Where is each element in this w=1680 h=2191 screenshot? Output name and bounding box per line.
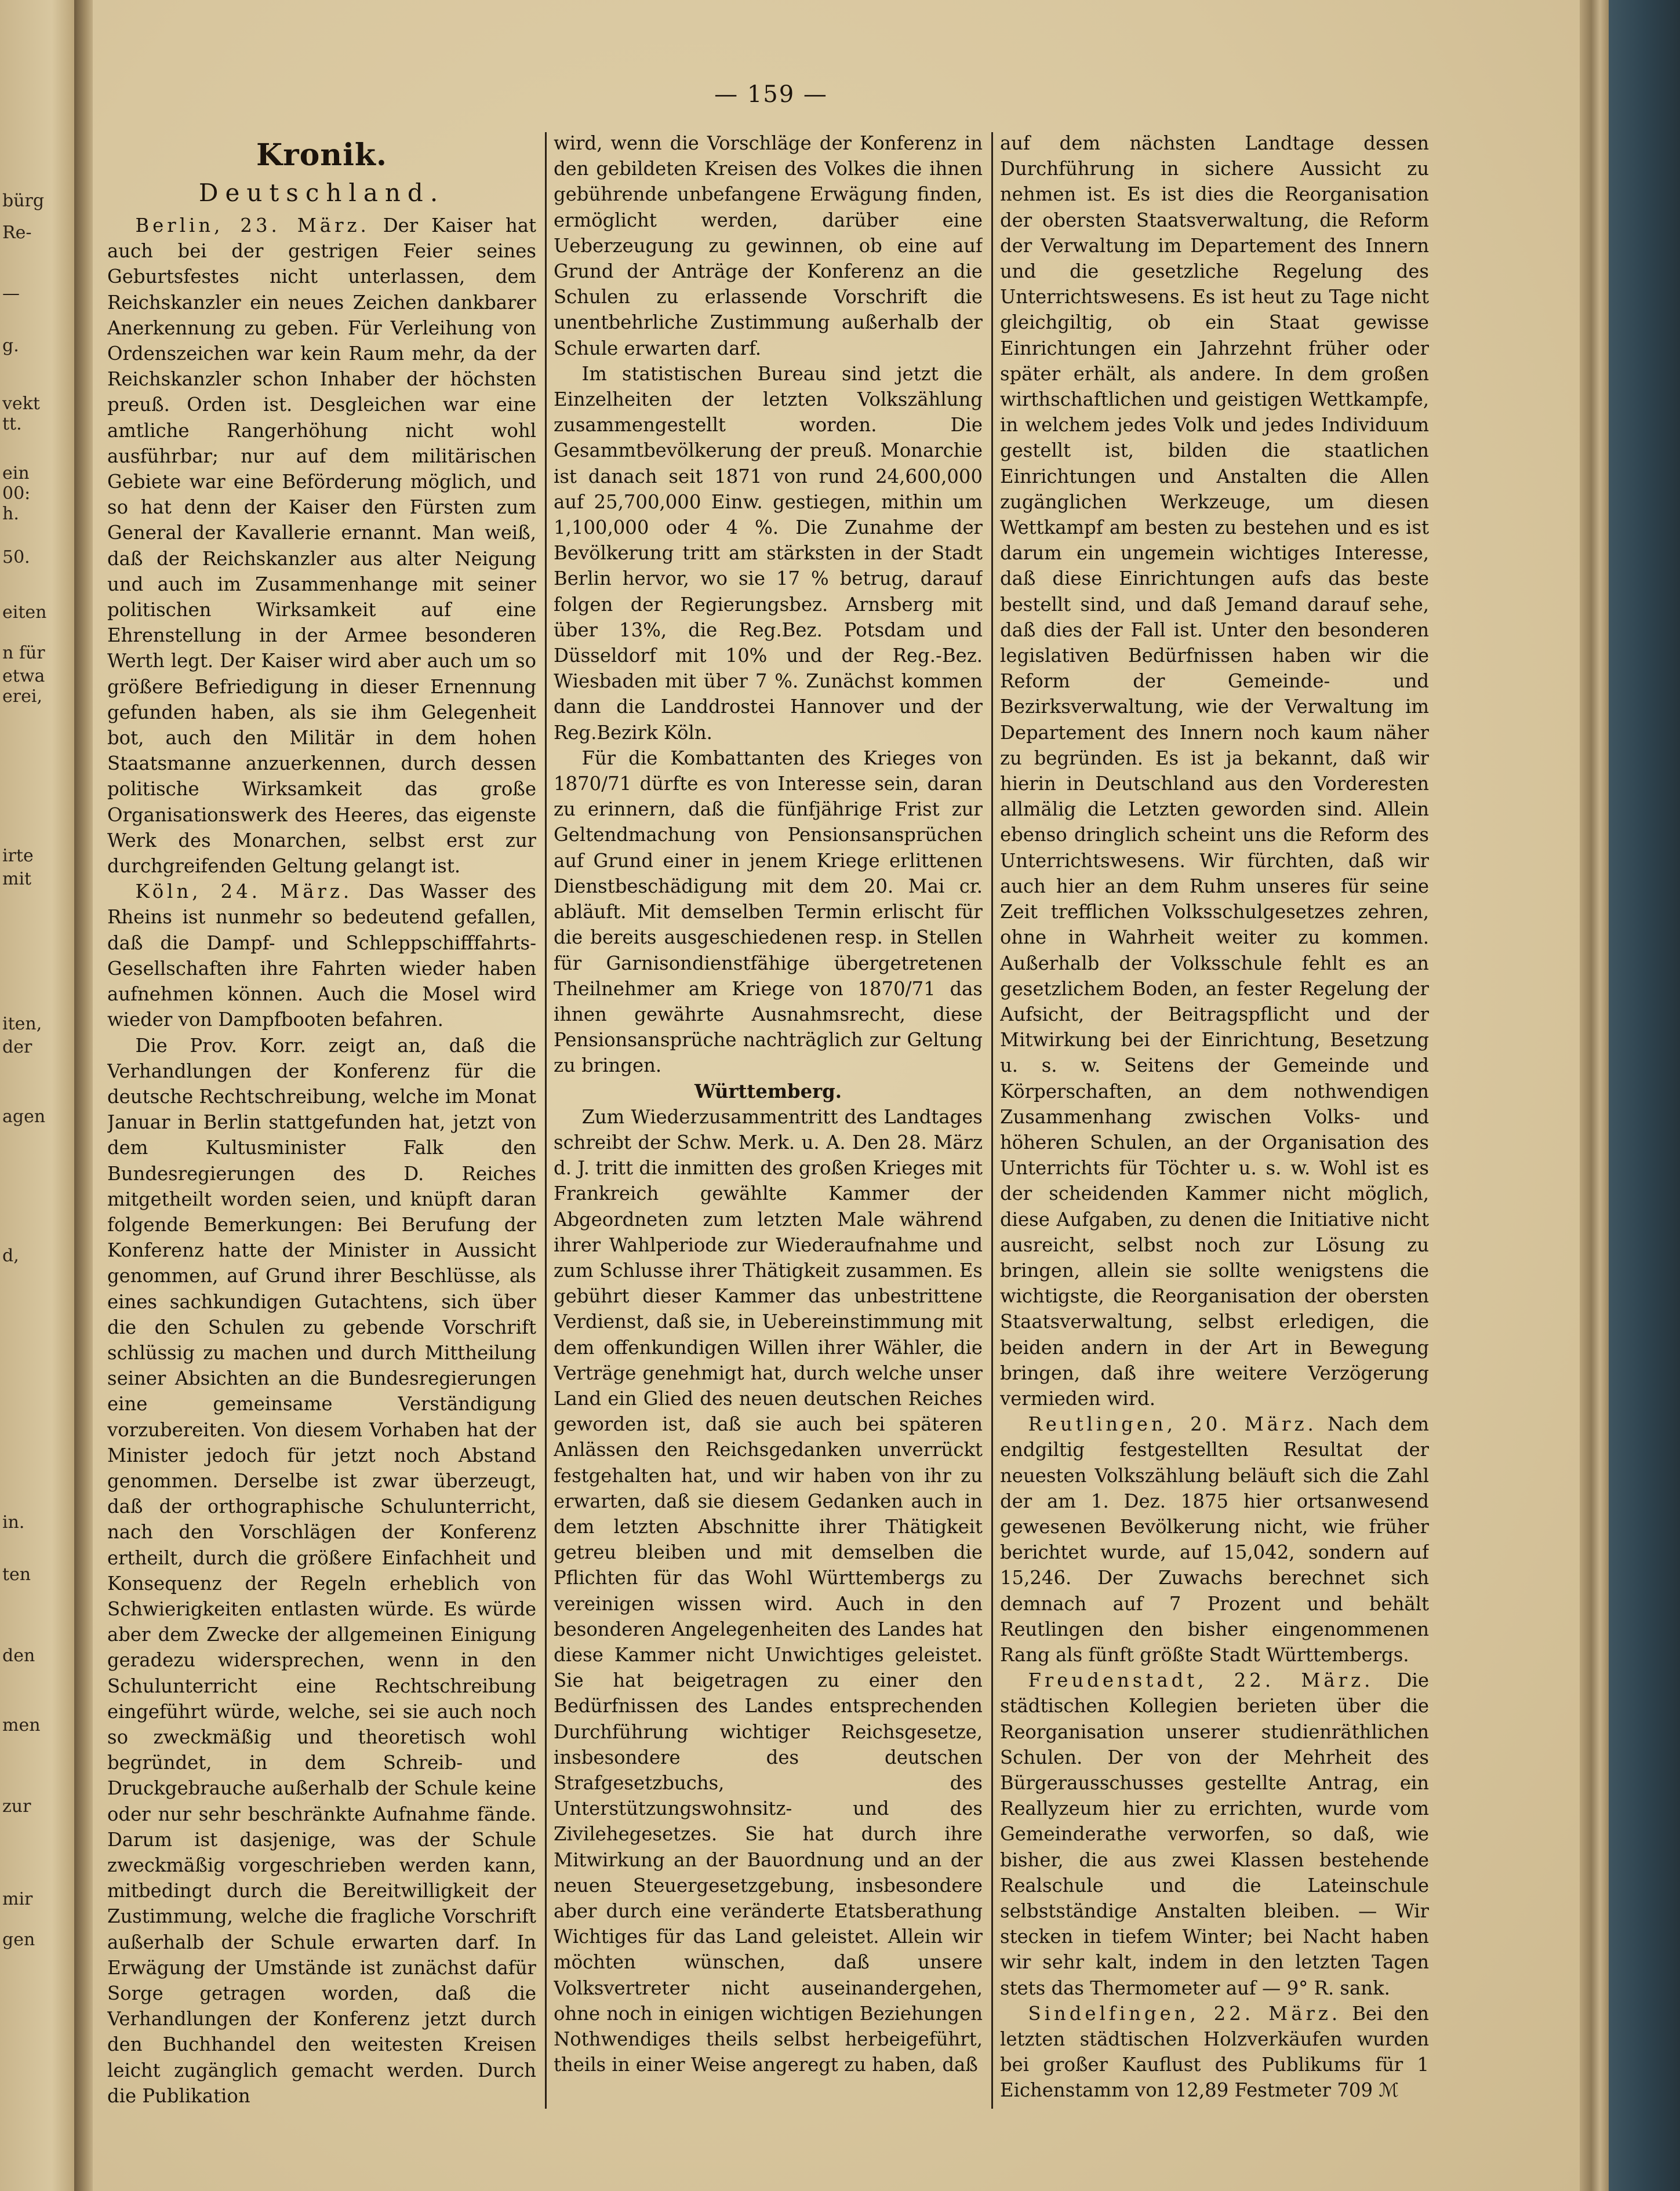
column-3-articles <box>1000 130 1429 2103</box>
article-paragraph <box>554 130 983 361</box>
section-heading-kronik: Kronik. <box>256 137 387 173</box>
previous-page-fragment: 00: <box>2 483 31 504</box>
dateline: Sindelfingen, 22. März. <box>1028 2002 1341 2025</box>
page-edge <box>1580 0 1609 2191</box>
paragraph-text: Der Kaiser hat auch bei der gestrigen Feier seines Geburtsfestes nicht unterlassen, dem Reichskanzler ein neues Zeichen dankbarer Anerkennung zu geben. Für Verleihung von Ordenszeichen war kein Raum mehr, da der Reichskanzler schon Inhaber der höchsten preuß. Orden ist. Desgleichen war eine amtliche Rangerhöhung nicht wohl ausführbar; nur auf dem militärischen Gebiete war eine Beförderung möglich, und so hat denn der Kaiser den Fürsten zum General der Kavallerie ernannt. Man weiß, daß der Reichskanzler aus alter Neigung und auch im Zusammenhange mit seiner politischen Wirksamkeit auf eine Ehrenstellung in der Armee besonderen Werth legt. Der Kaiser wird aber auch um so größere Befriedigung in dieser Ernennung gefunden haben, als sie ihm Gelegenheit bot, auch den Militär in dem hohen Staatsmanne anzuerkennen, durch dessen politische Wirksamkeit das große Organisationswerk des Heeres, das eigenste Werk des Monarchen, selbst erst zur durchgreifenden Geltung gelangt ist. <box>107 214 536 878</box>
dateline: Köln, 24. März. <box>135 880 353 903</box>
article-paragraph <box>554 745 983 1079</box>
paragraph-text: wird, wenn die Vorschläge der Konferenz in den gebildeten Kreisen des Volkes die ihnen gebührende unbefangene Erwägung finden, ermöglicht werden, darüber eine Ueberzeugung zu gewinnen, ob eine auf Grund der Anträge der Konferenz an die Schulen zu erlassende Vorschrift die unentbehrliche Zustimmung außerhalb der Schule erwarten darf. <box>554 132 983 359</box>
paragraph-text: Für die Kombattanten des Krieges von 1870/71 dürfte es von Interesse sein, daran zu erinnern, daß die fünfjährige Frist zur Geltendmachung von Pensionsansprüchen auf Grund einer in jenem Kriege erlittenen Dienstbeschädigung mit dem 20. Mai cr. abläuft. Mit demselben Termin erlischt für die bereits ausgeschiedenen resp. in Stellen für Garnisondienstfähige übergetretenen Theilnehmer am Kriege von 1870/71 das ihnen gewährte Ausnahmsrecht, diese Pensionsansprüche nachträglich zur Geltung zu bringen. <box>554 747 983 1077</box>
dateline: Reutlingen, 20. März. <box>1028 1413 1317 1436</box>
previous-page-fragment: h. <box>2 504 19 524</box>
book-cover <box>1609 0 1680 2191</box>
paragraph-text: Nach dem endgiltig festgestellten Resultat der neuesten Volkszählung beläuft sich die Zahl der am 1. Dez. 1875 hier ortsanwesend gewesenen Bevölkerung nicht, wie früher berichtet wurde, auf 15,042, sondern auf 15,246. Der Zuwachs berechnet sich demnach auf 7 Prozent und behält Reutlingen den bisher eingenommenen Rang als fünft größte Stadt Württembergs. <box>1000 1413 1429 1666</box>
previous-page-fragment: zur <box>2 1796 31 1817</box>
previous-page-fragment: — <box>2 283 20 304</box>
previous-page-fragment: tt. <box>2 414 22 434</box>
previous-page-fragment: men <box>2 1715 41 1735</box>
section-heading-deutschland: Deutschland. <box>198 179 445 207</box>
article-paragraph <box>107 213 536 879</box>
previous-page-fragment: Re- <box>2 223 32 243</box>
previous-page-fragment: den <box>2 1646 35 1666</box>
paragraph-text: Zum Wiederzusammentritt des Landtages schreibt der Schw. Merk. u. A. Den 28. März d. J. tritt die inmitten des großen Krieges mit Frankreich gewählte Kammer der Abgeordneten zum letzten Male während ihrer Wahlperiode zur Wiederaufnahme und zum Schlusse ihrer Thätigkeit zusammen. Es gebührt dieser Kammer das unbestrittene Verdienst, daß sie, in Uebereinstimmung mit dem offenkundigen Willen ihrer Wähler, die Verträge genehmigt hat, durch welche unser Land ein Glied des neuen deutschen Reiches geworden ist, daß sie auch bei späteren Anlässen den Reichsgedanken unverrückt festgehalten hat, und wir haben von ihr zu erwarten, daß sie diesem Gedanken auch in dem letzten Abschnitte ihrer Thätigkeit getreu bleiben und mit demselben die Pflichten für das Wohl Württembergs zu vereinigen wissen wird. Auch in den besonderen Angelegenheiten des Landes hat diese Kammer nicht Unwichtiges geleistet. Sie hat beigetragen zu einer den Bedürfnissen des Landes entsprechenden Durchführung wichtiger Reichsgesetze, insbesondere des deutschen Strafgesetzbuchs, des Unterstützungswohnsitz- und des Zivilehegesetzes. Sie hat durch ihre Mitwirkung an der Bauordnung und an der neuen Steuergesetzgebung, insbesondere aber durch eine veränderte Etatsberathung Wichtiges für das Land geleistet. Allein wir möchten wünschen, daß unsere Volksvertreter nicht auseinandergehen, ohne noch in einigen wichtigen Beziehungen Nothwendiges theils selbst herbeigeführt, theils in einer Weise angeregt zu haben, daß <box>554 1105 983 2076</box>
previous-page-fragment: etwa <box>2 666 45 686</box>
paragraph-text: Das Wasser des Rheins ist nunmehr so bedeutend gefallen, daß die Dampf- und Schleppschifffahrts-Gesellschaften ihre Fahrten wieder haben aufnehmen können. Auch die Mosel wird wieder von Dampfbooten befahren. <box>107 880 536 1031</box>
article-paragraph <box>554 1104 983 2078</box>
previous-page-fragment: eiten <box>2 602 47 623</box>
book-gutter <box>74 0 94 2191</box>
paragraph-text: Die Prov. Korr. zeigt an, daß die Verhandlungen der Konferenz für die deutsche Rechtschreibung, welche im Monat Januar in Berlin stattgefunden hat, jetzt von dem Kultusminister Falk den Bundesregierungen des D. Reiches mitgetheilt worden seien, und knüpft daran folgende Bemerkungen: Bei Berufung der Konferenz hatte der Minister in Aussicht genommen, auf Grund ihrer Beschlüsse, als eines sachkundigen Gutachtens, sich über die den Schulen zu gebende Vorschrift schlüssig zu machen und durch Mittheilung seiner Absichten an die Bundesregierungen eine gemeinsame Verständigung vorzubereiten. Von diesem Vorhaben hat der Minister jedoch für jetzt noch Abstand genommen. Derselbe ist zwar überzeugt, daß der orthographische Schulunterricht, nach den Vorschlägen der Konferenz ertheilt, durch die größere Einfachheit und Konsequenz der Regeln erheblich von Schwierigkeiten entlasten würde. Es würde aber dem Zwecke der allgemeinen Einigung geradezu widersprechen, wenn in den Schulunterricht eine Rechtschreibung eingeführt würde, welche, sei sie auch noch so zweckmäßig und theoretisch wohl begründet, in dem Schreib- und Druckgebrauche außerhalb der Schule keine oder nur sehr beschränkte Aufnahme fände. Darum ist dasjenige, was der Schule zweckmäßig vorgeschrieben werden kann, mitbedingt durch die Bereitwilligkeit der Zustimmung, welche die fragliche Vorschrift außerhalb der Schule erwarten darf. In Erwägung der Umstände ist zunächst dafür Sorge getragen worden, daß die Verhandlungen der Konferenz jetzt durch den Buchhandel den weitesten Kreisen leicht zugänglich gemacht werden. Durch die Publikation <box>107 1034 536 2107</box>
article-paragraph <box>554 361 983 745</box>
previous-page-fragment: agen <box>2 1107 46 1127</box>
column-rule <box>545 132 547 2109</box>
page-number: — 159 — <box>714 81 828 108</box>
previous-page-fragment: der <box>2 1037 32 1057</box>
previous-page-fragment: n für <box>2 643 45 663</box>
column-3 <box>1000 130 1429 2171</box>
previous-page-fragment: mit <box>2 869 32 889</box>
dateline: Freudenstadt, 22. März. <box>1028 1669 1374 1692</box>
paragraph-text: auf dem nächsten Landtage dessen Durchführung in sichere Aussicht zu nehmen ist. Es ist dies die Reorganisation der obersten Staatsverwaltung, die Reform der Verwaltung im Departement des Innern und die gesetzliche Regelung des Unterrichtswesens. Es ist heut zu Tage nicht gleichgiltig, ob ein Staat gewisse Einrichtungen ein Jahrzehnt früher oder später erhält, als andere. In dem großen wirthschaftlichen und geistigen Wettkampfe, in welchem jedes Volk und jedes Individuum gestellt ist, bilden die staatlichen Einrichtungen und Anstalten die Allen zugänglichen Werkzeuge, um diesen Wettkampf am besten zu bestehen und es ist darum ein ungemein wichtiges Interesse, daß diese Einrichtungen aufs das beste bestellt sind, und daß Jemand darauf sehe, daß dies der Fall ist. Unter den besonderen legislativen Bedürfnissen haben wir die Reform der Gemeinde- und Bezirksverwaltung, wie der Verwaltung im Departement des Innern noch kaum näher zu begründen. Es ist ja bekannt, daß wir hierin in Deutschland aus den Vorderesten allmälig die Letzten geworden sind. Allein ebenso dringlich scheint uns die Reform des Unterrichtswesens. Wir fürchten, daß wir auch hier an dem Ruhm unseres für seine Zeit trefflichen Volksschulgesetzes zehren, ohne in Wahrheit weiter zu kommen. Außerhalb der Volksschule fehlt es an gesetzlichem Boden, an fester Regelung der Aufsicht, der Beitragspflicht und der Mitwirkung bei der Einrichtung, Besetzung u. s. w. Seitens der Gemeinde und Körperschaften, an dem nothwendigen Zusammenhang zwischen Volks- und höheren Schulen, an der Organisation des Unterrichts für Töchter u. s. w. Wohl ist es der scheidenden Kammer nicht möglich, diese Aufgaben, zu denen die Initiative nicht ausreicht, selbst noch zur Lösung zu bringen, allein sie sollte wenigstens die wichtigste, die Reorganisation der obersten Staatsverwaltung, selbst erledigen, die beiden andern in der Art in Bewegung bringen, daß ihre weitere Verzögerung vermieden wird. <box>1000 132 1429 1410</box>
article-paragraph <box>1000 1668 1429 2001</box>
previous-page-fragment: vekt <box>2 394 40 414</box>
previous-page-fragment: ten <box>2 1564 31 1585</box>
column-1 <box>107 130 536 2171</box>
previous-page-fragment: ein <box>2 463 30 483</box>
previous-page-margin <box>0 0 74 2191</box>
previous-page-fragment: g. <box>2 336 19 356</box>
previous-page-fragment: iten, <box>2 1014 42 1034</box>
column-2 <box>554 130 983 2171</box>
previous-page-fragment: erei, <box>2 686 42 707</box>
previous-page-fragment: mir <box>2 1889 33 1909</box>
previous-page-fragment: gen <box>2 1930 35 1950</box>
column-2-articles <box>554 130 983 1079</box>
article-paragraph <box>107 1033 536 2109</box>
article-paragraph <box>107 879 536 1032</box>
previous-page-fragment: bürg <box>2 191 45 211</box>
previous-page-fragment: 50. <box>2 547 30 567</box>
section-heading-wuerttemberg: Württemberg. <box>694 1080 842 1102</box>
column-2-articles-cont <box>554 1104 983 2078</box>
previous-page-fragment: in. <box>2 1512 25 1533</box>
article-paragraph <box>1000 2001 1429 2103</box>
article-paragraph <box>1000 130 1429 1411</box>
previous-page-fragment: irte <box>2 846 34 866</box>
article-paragraph <box>1000 1411 1429 1668</box>
column-1-articles <box>107 213 536 2109</box>
paragraph-text: Bei den letzten städtischen Holzverkäufen wurden bei großer Kauflust des Publikums für 1 Eichenstamm von 12,89 Festmeter 709 ℳ <box>1000 2002 1429 2102</box>
column-rule <box>991 132 993 2109</box>
paragraph-text: Im statistischen Bureau sind jetzt die Einzelheiten der letzten Volkszählung zusammengestellt worden. Die Gesammtbevölkerung der preuß. Monarchie ist danach seit 1871 von rund 24,600,000 auf 25,700,000 Einw. gestiegen, mithin um 1,100,000 oder 4 %. Die Zunahme der Bevölkerung tritt am stärksten in der Stadt Berlin hervor, wo sie 17 % betrug, darauf folgen der Regierungsbez. Arnsberg mit über 13%, die Reg.Bez. Potsdam und Düsseldorf mit 10% und der Reg.-Bez. Wiesbaden mit über 7 %. Zunächst kommen dann die Landdrostei Hannover und der Reg.Bezirk Köln. <box>554 362 983 744</box>
previous-page-fragment: d, <box>2 1246 19 1266</box>
paragraph-text: Die städtischen Kollegien berieten über die Reorganisation unserer studienräthlichen Schulen. Der von der Mehrheit des Bürgerausschusses gestellte Antrag, ein Reallyzeum hier zu errichten, wurde vom Gemeinderathe verworfen, so daß, wie bisher, die aus zwei Klassen bestehende Realschule und die Lateinschule selbstständige Anstalten bleiben. — Wir stecken in tiefem Winter; bei Nacht haben wir sehr kalt, indem in den letzten Tagen stets das Thermometer auf — 9° R. sank. <box>1000 1669 1429 1999</box>
dateline: Berlin, 23. März. <box>135 214 370 236</box>
